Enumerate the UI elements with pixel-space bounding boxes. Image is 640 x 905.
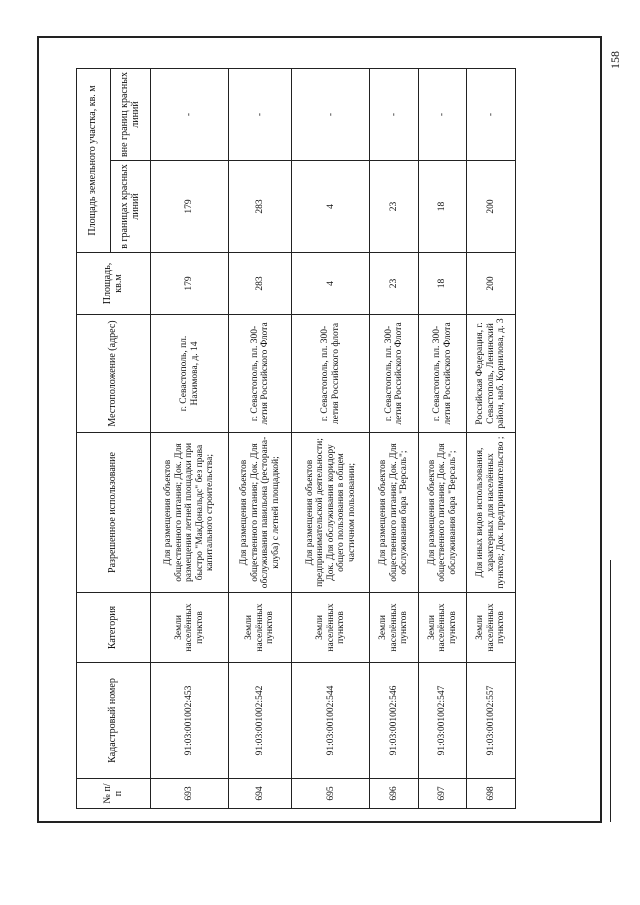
cell-num: 694 [229, 779, 292, 809]
cell-location: г. Севастополь, пл. 300-летия Российского Флота [229, 315, 292, 433]
page-number: 158 [608, 51, 622, 69]
cell-category: Земли населённых пунктов [418, 593, 467, 663]
cell-cadastral: 91:03:001002:546 [370, 663, 419, 779]
cell-num: 695 [292, 779, 370, 809]
cell-cadastral: 91:03:001002:542 [229, 663, 292, 779]
cell-location: г. Севастополь, пл. 300-летия Российского флота [292, 315, 370, 433]
cell-num: 696 [370, 779, 419, 809]
header-num: № п/п [77, 779, 151, 809]
cell-outside: - [229, 69, 292, 161]
cell-category: Земли населённых пунктов [292, 593, 370, 663]
table-row [467, 69, 516, 809]
cell-use: Для размещения объектов предпринимательской деятельности; Док. Для обслуживания коридору общего пользования в общем частичном пользовании; [292, 433, 370, 593]
cell-area: 23 [370, 253, 419, 315]
cell-area: 200 [467, 253, 516, 315]
cell-within: 200 [467, 161, 516, 253]
header-area: Площадь, кв.м [77, 253, 151, 315]
cell-cadastral: 91:03:001002:557 [467, 663, 516, 779]
cell-category: Земли населённых пунктов [151, 593, 229, 663]
cell-use: Для размещения объектов общественного питания; Док. Для обслуживания бара "Версаль"; [370, 433, 419, 593]
rotated-table-wrapper [76, 69, 516, 809]
cell-outside: - [151, 69, 229, 161]
header-location: Местоположение (адрес) [77, 315, 151, 433]
cell-use: Для размещения объектов общественного питания; Док. Для обслуживания павильона (ресторана-клуба) с летней площадкой; [229, 433, 292, 593]
header-parcel-area: Площадь земельного участка, кв. м [77, 69, 111, 253]
cell-outside: - [370, 69, 419, 161]
cell-location: г. Севастополь, пл. 300-летия Российского Флота [370, 315, 419, 433]
cell-within: 283 [229, 161, 292, 253]
header-cadastral: Кадастровый номер [77, 663, 151, 779]
cell-within: 179 [151, 161, 229, 253]
cell-cadastral: 91:03:001002:547 [418, 663, 467, 779]
table-header-row [77, 69, 111, 809]
cell-use: Для размещения объектов общественного питания; Док. Для обслуживания бара "Версаль"; [418, 433, 467, 593]
cell-outside: - [467, 69, 516, 161]
cell-within: 18 [418, 161, 467, 253]
cell-use: Для иных видов использования, характерных для населённых пунктов; Док. предпринимательство ; [467, 433, 516, 593]
cell-cadastral: 91:03:001002:544 [292, 663, 370, 779]
table-row [292, 69, 370, 809]
table-row [418, 69, 467, 809]
cell-area: 4 [292, 253, 370, 315]
margin-rule [610, 560, 611, 822]
table-row [229, 69, 292, 809]
cell-outside: - [418, 69, 467, 161]
cell-area: 283 [229, 253, 292, 315]
cell-within: 23 [370, 161, 419, 253]
cell-within: 4 [292, 161, 370, 253]
cell-cadastral: 91:03:001002:453 [151, 663, 229, 779]
table-row [151, 69, 229, 809]
cell-category: Земли населённых пунктов [467, 593, 516, 663]
header-within-red-lines: в границах красных линий [111, 161, 151, 253]
cell-outside: - [292, 69, 370, 161]
land-parcels-table [76, 68, 516, 809]
cell-category: Земли населённых пунктов [370, 593, 419, 663]
header-permitted-use: Разрешенное использование [77, 433, 151, 593]
cell-num: 693 [151, 779, 229, 809]
cell-location: г. Севастополь, пл. 300-летия Российского Флота [418, 315, 467, 433]
header-category: Категория [77, 593, 151, 663]
cell-num: 698 [467, 779, 516, 809]
cell-area: 18 [418, 253, 467, 315]
header-outside-red-lines: вне границ красных линий [111, 69, 151, 161]
cell-category: Земли населённых пунктов [229, 593, 292, 663]
cell-num: 697 [418, 779, 467, 809]
cell-use: Для размещения объектов общественного питания; Док. Для размещения летней площадки при быстро "МакДональдс" без права капитального строительства; [151, 433, 229, 593]
cell-location: г. Севастополь, пл. Нахимова, д. 14 [151, 315, 229, 433]
table-row [370, 69, 419, 809]
cell-location: Российская Федерация, г. Севастополь, Ленинский район, наб. Корнилова, д. 3 [467, 315, 516, 433]
cell-area: 179 [151, 253, 229, 315]
